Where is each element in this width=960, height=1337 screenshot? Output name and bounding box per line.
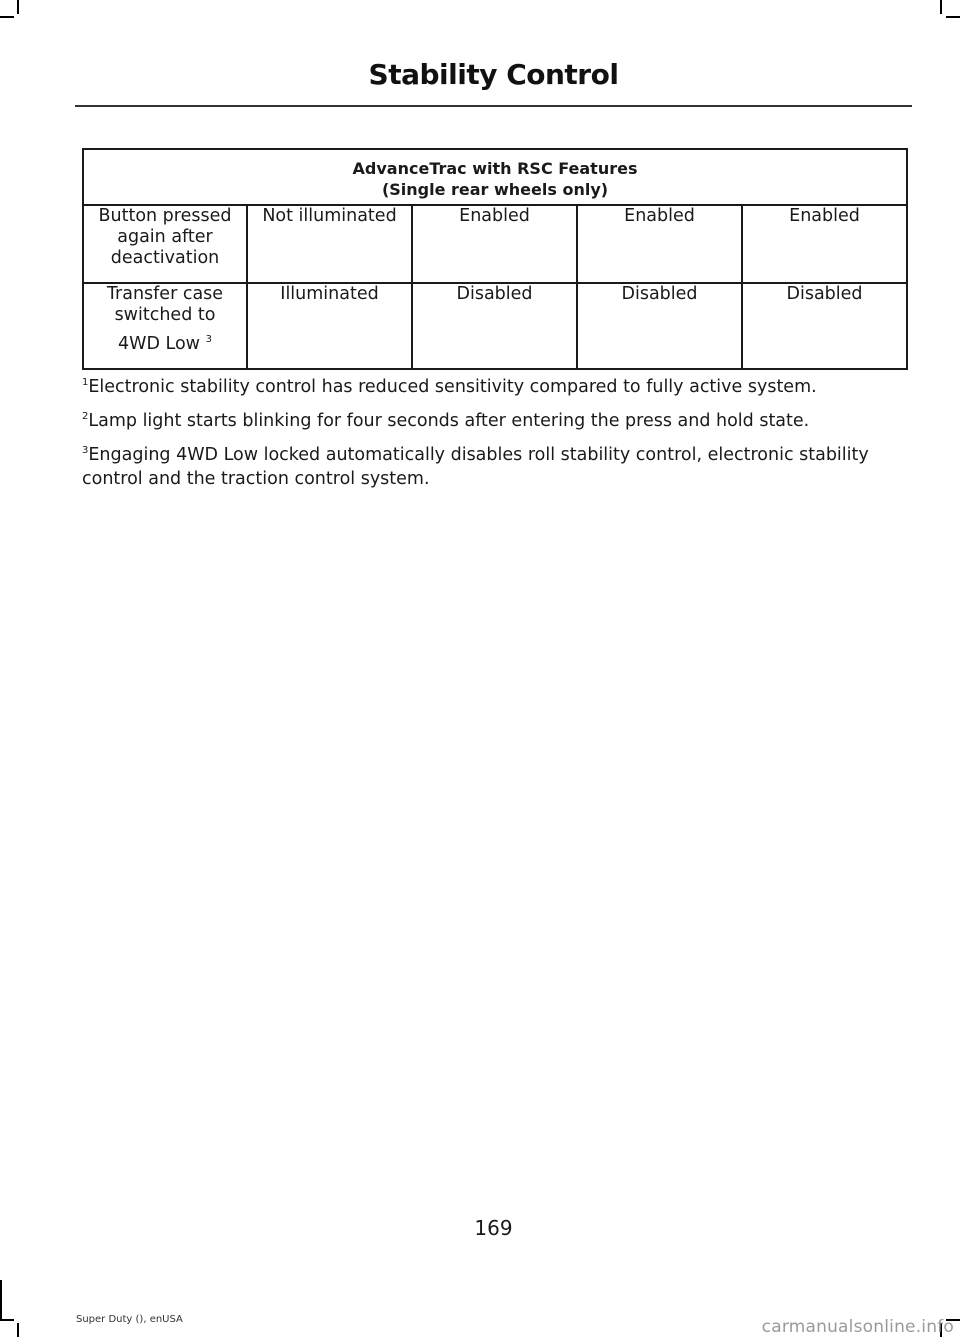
footnote-ref: 3 [205,334,212,345]
condition-extra: 4WD Low [118,334,200,354]
footnotes [82,375,910,501]
crop-mark-bottom-left-h [0,1319,14,1321]
footnote [82,375,910,399]
crop-mark-top-left-h [0,16,14,18]
page-title: Stability Control [368,58,619,91]
footnote [82,443,910,491]
footnote-text: Lamp light starts blinking for four seconds after entering the press and hold state. [88,411,810,431]
footnote-text: Engaging 4WD Low locked automatically disables roll stability control, electronic stability control and the traction control system. [82,445,869,489]
footnote-marker: 3 [82,445,89,456]
table-title-line1: AdvanceTrac with RSC Features [352,159,638,178]
features-table [82,148,908,370]
status-cell: Disabled [412,283,577,369]
footnote-marker: 1 [82,377,89,388]
footnote [82,409,910,433]
condition-line [88,334,242,355]
condition-line: deactivation [110,248,220,268]
table-row [83,205,907,283]
condition-cell [83,283,247,369]
table-title-line2: (Single rear wheels only) [381,180,609,199]
condition-cell [83,205,247,283]
frame-line-left [0,1280,2,1320]
page-number: 169 [474,1216,513,1240]
condition-line: Transfer case [106,284,224,304]
condition-line: Button pressed [98,206,232,226]
footer-text: Super Duty (), enUSA [76,1314,183,1325]
title-rule [75,105,912,107]
table-row [83,283,907,369]
status-cell: Disabled [577,283,742,369]
crop-mark-bottom-left-v [17,1323,19,1337]
status-cell: Enabled [577,205,742,283]
table-title [83,149,907,205]
status-cell: Enabled [412,205,577,283]
crop-mark-top-right-v [940,0,942,14]
condition-line: again after [117,227,213,247]
lamp-cell: Illuminated [247,283,412,369]
crop-mark-top-left-v [17,0,19,14]
watermark[interactable]: carmanualsonline.info [761,1317,954,1337]
lamp-cell: Not illuminated [247,205,412,283]
footnote-text: Electronic stability control has reduced sensitivity compared to fully active system. [88,377,817,397]
crop-mark-top-right-h [946,16,960,18]
footnote-marker: 2 [82,411,89,422]
status-cell: Enabled [742,205,907,283]
status-cell: Disabled [742,283,907,369]
condition-line: switched to [114,305,216,325]
